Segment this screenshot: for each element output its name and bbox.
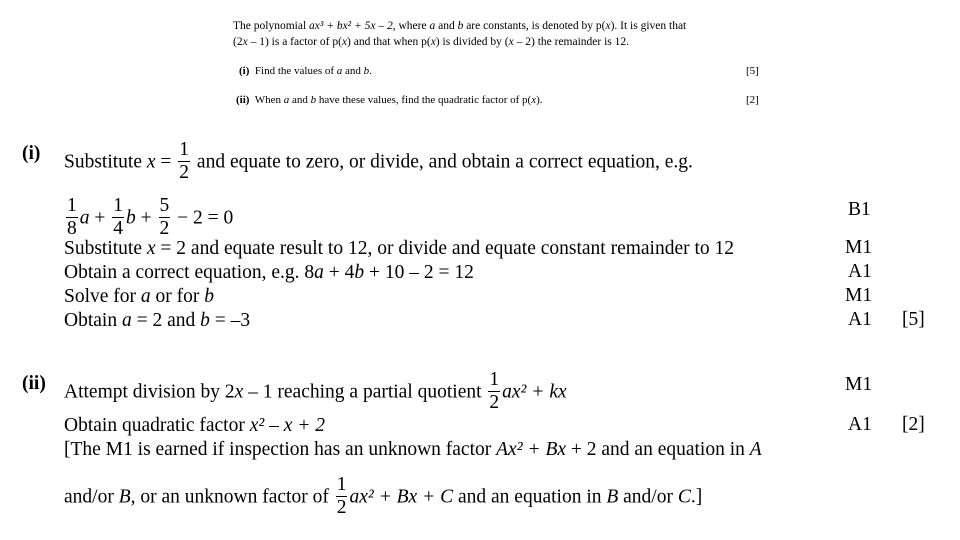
scheme-text: = bbox=[155, 151, 177, 173]
unknown-factor: Ax² + Bx bbox=[496, 439, 567, 460]
question-intro-line2 bbox=[233, 35, 629, 50]
mark-a1: A1 bbox=[848, 261, 872, 282]
scheme-ii-line2 bbox=[64, 414, 325, 438]
question-text: and bbox=[435, 20, 458, 32]
question-part-i-marks: [5] bbox=[746, 65, 759, 77]
fraction-denominator: 2 bbox=[489, 391, 500, 413]
variable-x: x bbox=[242, 36, 248, 48]
scheme-text: + bbox=[89, 207, 111, 229]
scheme-text: + bbox=[135, 207, 157, 229]
question-text: and bbox=[342, 65, 364, 77]
fraction-one-half bbox=[178, 140, 190, 182]
fraction-one-half bbox=[488, 370, 500, 412]
scheme-ii-line4 bbox=[64, 474, 703, 519]
scheme-text: + 10 – 2 = 12 bbox=[364, 262, 474, 283]
fraction-numerator: 1 bbox=[336, 474, 347, 495]
scheme-part-ii-label: (ii) bbox=[22, 373, 46, 394]
scheme-text: and an equation in bbox=[453, 486, 607, 508]
question-text: ) is divided by ( bbox=[435, 36, 509, 48]
fraction-denominator: 4 bbox=[113, 217, 123, 239]
question-text: and bbox=[289, 94, 311, 106]
variable-x: x bbox=[146, 238, 156, 259]
variable-x: x bbox=[146, 151, 156, 173]
variable-a: a bbox=[314, 262, 324, 283]
variable-A: A bbox=[749, 439, 762, 460]
scheme-text: Substitute bbox=[64, 151, 147, 173]
variable-b: b bbox=[310, 94, 317, 106]
question-text: Find the values of bbox=[254, 65, 337, 77]
question-text: When bbox=[254, 94, 284, 106]
question-part-ii-marks: [2] bbox=[746, 94, 759, 106]
scheme-i-line1 bbox=[64, 139, 693, 184]
scheme-text: and/or bbox=[618, 486, 678, 508]
variable-x: x bbox=[508, 36, 514, 48]
question-text: . bbox=[369, 65, 372, 77]
variable-a: a bbox=[336, 65, 343, 77]
scheme-text: Obtain bbox=[64, 310, 122, 331]
variable-b: b bbox=[457, 20, 464, 32]
scheme-text: = –3 bbox=[209, 310, 251, 331]
variable-b: b bbox=[204, 286, 215, 307]
polynomial-expression: ax³ + bx² + 5x – 2 bbox=[309, 20, 393, 32]
mark-m1: M1 bbox=[845, 285, 873, 306]
mark-m1: M1 bbox=[845, 237, 873, 258]
scheme-ii-line3 bbox=[64, 438, 762, 462]
variable-B: B bbox=[606, 486, 619, 508]
scheme-text: , or an unknown factor of bbox=[130, 486, 334, 508]
fraction-one-quarter bbox=[112, 196, 124, 238]
fraction-denominator: 2 bbox=[336, 496, 347, 518]
variable-x: x bbox=[341, 36, 348, 48]
question-part-i bbox=[239, 64, 372, 79]
quadratic-factor: x² – x + 2 bbox=[249, 415, 326, 436]
mark-b1: B1 bbox=[848, 199, 871, 220]
question-text: have these values, find the quadratic factor of p( bbox=[316, 94, 532, 106]
scheme-i-line5 bbox=[64, 285, 214, 309]
variable-x: x bbox=[430, 36, 436, 48]
scheme-text: + 4 bbox=[323, 262, 355, 283]
scheme-text: Obtain quadratic factor bbox=[64, 415, 250, 436]
scheme-i-equation bbox=[64, 195, 234, 240]
fraction-one-eighth bbox=[66, 196, 78, 238]
fraction-denominator: 2 bbox=[159, 217, 170, 239]
scheme-text: Solve for bbox=[64, 286, 141, 307]
scheme-text: = 2 and bbox=[131, 310, 201, 331]
fraction-denominator: 8 bbox=[67, 217, 77, 239]
question-text: ). bbox=[536, 94, 543, 106]
scheme-text: .] bbox=[690, 486, 703, 508]
question-text: – 2) the remainder is 12. bbox=[513, 36, 630, 48]
variable-a: a bbox=[429, 20, 436, 32]
variable-a: a bbox=[121, 310, 132, 331]
total-marks-part-ii: [2] bbox=[902, 414, 925, 435]
scheme-text: – 1 reaching a partial quotient bbox=[243, 381, 487, 403]
question-text: ) and that when p( bbox=[347, 36, 431, 48]
question-text: – 1) is a factor of p( bbox=[247, 36, 342, 48]
total-marks-part-i: [5] bbox=[902, 309, 925, 330]
scheme-text: Obtain a correct equation, e.g. 8 bbox=[64, 262, 315, 283]
variable-C: C bbox=[677, 486, 691, 508]
variable-a: a bbox=[140, 286, 151, 307]
variable-x: x bbox=[531, 94, 537, 106]
scheme-i-line3 bbox=[64, 237, 734, 261]
question-part-ii bbox=[236, 93, 543, 108]
fraction-one-half bbox=[336, 475, 348, 517]
question-text: The polynomial bbox=[233, 20, 310, 32]
mark-a1: A1 bbox=[848, 309, 872, 330]
question-text: are constants, is denoted by p( bbox=[463, 20, 606, 32]
variable-a: a bbox=[79, 207, 90, 229]
question-intro-line1 bbox=[233, 19, 686, 34]
mark-m1: M1 bbox=[845, 374, 873, 395]
variable-B: B bbox=[118, 486, 131, 508]
variable-b: b bbox=[200, 310, 210, 331]
variable-x: x bbox=[234, 381, 244, 403]
question-text: (2 bbox=[233, 36, 243, 48]
scheme-text: Substitute bbox=[64, 238, 147, 259]
scheme-text: + 2 and an equation in bbox=[566, 439, 750, 460]
fraction-denominator: 2 bbox=[179, 161, 190, 183]
fraction-numerator: 1 bbox=[67, 195, 77, 216]
scheme-text: − 2 = 0 bbox=[172, 207, 234, 229]
fraction-numerator: 1 bbox=[489, 369, 500, 390]
scheme-text: = 2 and equate result to 12, or divide and equate constant remainder to 12 bbox=[155, 238, 735, 259]
fraction-numerator: 5 bbox=[159, 195, 170, 216]
scheme-text: and/or bbox=[64, 486, 119, 508]
fraction-numerator: 1 bbox=[113, 195, 123, 216]
unknown-factor: ax² + Bx + C bbox=[349, 486, 454, 508]
variable-a: a bbox=[283, 94, 290, 106]
scheme-text: [The M1 is earned if inspection has an unknown factor bbox=[64, 439, 497, 460]
variable-b: b bbox=[363, 65, 370, 77]
part-label: (ii) bbox=[236, 94, 250, 106]
scheme-text: or for bbox=[150, 286, 205, 307]
scheme-i-line6 bbox=[64, 309, 250, 333]
scheme-i-line4 bbox=[64, 261, 474, 285]
fraction-five-halves bbox=[159, 196, 171, 238]
scheme-ii-line1 bbox=[64, 369, 567, 414]
question-text: , where bbox=[392, 20, 430, 32]
mark-a1: A1 bbox=[848, 414, 872, 435]
variable-b: b bbox=[354, 262, 365, 283]
question-text: ). It is given that bbox=[610, 20, 687, 32]
scheme-text: Attempt division by 2 bbox=[64, 381, 235, 403]
partial-quotient: ax² + kx bbox=[502, 381, 567, 403]
part-label: (i) bbox=[239, 65, 250, 77]
scheme-part-i-label: (i) bbox=[22, 143, 41, 164]
variable-b: b bbox=[126, 207, 136, 229]
variable-x: x bbox=[605, 20, 611, 32]
fraction-numerator: 1 bbox=[179, 139, 190, 160]
scheme-text: and equate to zero, or divide, and obtain a correct equation, e.g. bbox=[196, 151, 693, 173]
